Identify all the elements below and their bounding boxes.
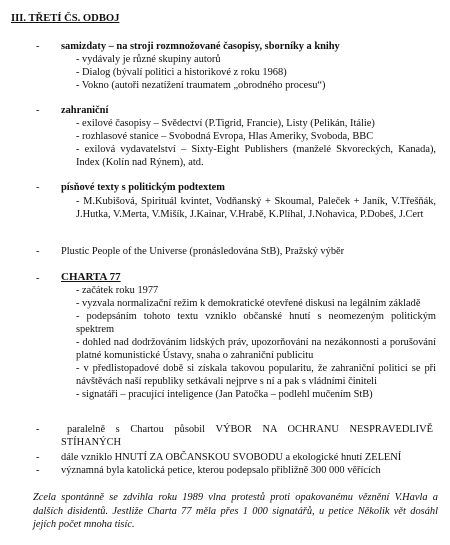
list-item: - v předlistopadové době si získala takovou popularitu, že zahraniční politici se při návštěvách naší republiky setkávali nejprve s ní a pak s vládními činiteli — [76, 363, 436, 387]
charta-items — [76, 284, 436, 401]
bullet: - — [36, 273, 40, 284]
section-items-zahranicni — [76, 117, 436, 169]
closing-note: Zcela spontánně se zdvihla roku 1989 vlna protestů proti opakovanému věznění V.Havla a dalších disidentů. Jestliže Charta 77 měla přes 1 000 signatářů, u petice Několik vět dosáhl jejích počet mnoha tisíc. — [33, 492, 438, 530]
list-item: - Dialog (bývalí politici a historikové z roku 1968) — [76, 67, 287, 78]
list-item: - vyzvala normalizační režim k demokratické otevřené diskusi na legálním základě — [76, 298, 421, 309]
bullet: - — [36, 452, 40, 463]
section-items-samizdaty — [76, 53, 436, 92]
page-title: III. TŘETÍ ČS. ODBOJ — [11, 13, 120, 24]
list-item: - exilové časopisy – Svědectví (P.Tigrid, Francie), Listy (Pelikán, Itálie) — [76, 118, 375, 129]
plastic-people-line: Plustic People of the Universe (pronásledována StB), Pražský výběr — [61, 246, 345, 257]
bullet: - — [36, 246, 40, 257]
bullet: - — [36, 465, 40, 476]
list-item: - Vokno (autoři nezatížení traumatem „obrodného procesu“) — [76, 80, 326, 91]
charter-point: dále vzniklo HNUTÍ ZA OBČANSKOU SVOBODU a ekologické hnutí ZELENÍ — [61, 452, 402, 463]
bullet: - — [36, 105, 40, 116]
list-item: - exilová vydavatelství – Sixty-Eight Publishers (manželé Skvoreckých, Kanada), Index (Kolín nad Rýnem), atd. — [76, 144, 436, 168]
list-item: - začátek roku 1977 — [76, 285, 159, 296]
list-item: - M.Kubišová, Spirituál kvintet, Vodňanský + Skoumal, Paleček + Janík, V.Třešňák, J.Hutka, V.Merta, V.Mišík, J.Kainar, V.Hrabě, K.Plíhal, J.Nohavica, P.Dobeš, J.Cert — [76, 196, 436, 220]
list-item: - rozhlasové stanice – Svobodná Evropa, Hlas Ameriky, Svoboda, BBC — [76, 131, 374, 142]
charter-point: významná byla katolická petice, kterou podepsalo přibližně 300 000 věřících — [61, 465, 381, 476]
section-heading-pisnove-texty: písňové texty s politickým podtextem — [61, 182, 225, 193]
bullet: - — [36, 182, 40, 193]
list-item: - podepsáním tohoto textu vzniklo občanské hnutí s neomezeným politickým spektrem — [76, 311, 436, 335]
charta-heading: CHARTA 77 — [61, 271, 121, 283]
charter-point: paralelně s Chartou působil VÝBOR NA OCHRANU NESPRAVEDLIVĚ STÍHANÝCH — [61, 424, 433, 448]
list-item: - dohled nad dodržováním lidských práv, upozorňování na nezákonnosti a porušování platné komunistické Ústavy, snaha o zahraniční publicitu — [76, 337, 436, 361]
bullet: - — [36, 424, 40, 435]
section-heading-samizdaty: samizdaty – na stroji rozmnožované časopisy, sborníky a knihy — [61, 41, 340, 52]
list-item: - vydávaly je různé skupiny autorů — [76, 54, 221, 65]
list-item: - signatáři – pracující inteligence (Jan Patočka – podlehl mučením StB) — [76, 389, 373, 400]
section-items-pisnove-texty — [76, 195, 436, 221]
section-heading-zahranicni: zahraniční — [61, 105, 109, 116]
bullet: - — [36, 41, 40, 52]
